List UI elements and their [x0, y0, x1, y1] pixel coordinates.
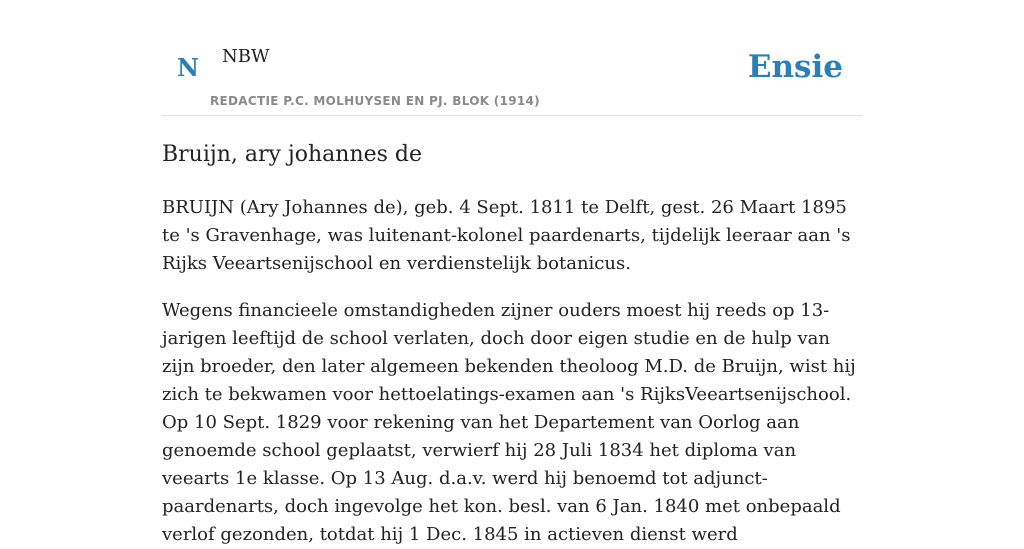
article-title: Bruijn, ary johannes de: [162, 142, 423, 167]
brand-logo-link[interactable]: Ensie: [747, 49, 843, 85]
article-paragraph: Wegens financieele omstandigheden zijner ouders moest hij reeds op 13-jarigen leeftijd de school verlaten, doch door eigen studie en de hulp van zijn broeder, den later algemeen bekenden theoloog M.D. de Bruijn, wist hij zich te bekwamen voor hettoelatings-examen aan 's RijksVeeartsenijschool. Op 10 Sept. 1829 voor rekening van het Departement van Oorlog aan genoemde school geplaatst, verwierf hij 28 Juli 1834 het diploma van veearts 1e klasse. Op 13 Aug. d.a.v. werd hij benoemd tot adjunct-paardenarts, doch ingevolge het kon. besl. van 6 Jan. 1840 met onbepaald verlof gezonden, totdat hij 1 Dec. 1845 in actieven dienst werd: [162, 300, 856, 545]
article-paragraph: BRUIJN (Ary Johannes de), geb. 4 Sept. 1811 te Delft, gest. 26 Maart 1895 te 's Gravenhage, was luitenant-kolonel paardenarts, tijdelijk leeraar aan 's Rijks Veeartsenijschool en verdienstelijk botanicus.: [162, 197, 851, 274]
site-header: [162, 0, 862, 116]
source-logo[interactable]: N: [177, 53, 199, 82]
article: [162, 140, 867, 549]
source-name[interactable]: NBW: [222, 46, 270, 67]
source-subtitle: REDACTIE P.C. MOLHUYSEN EN PJ. BLOK (1914): [210, 94, 540, 108]
